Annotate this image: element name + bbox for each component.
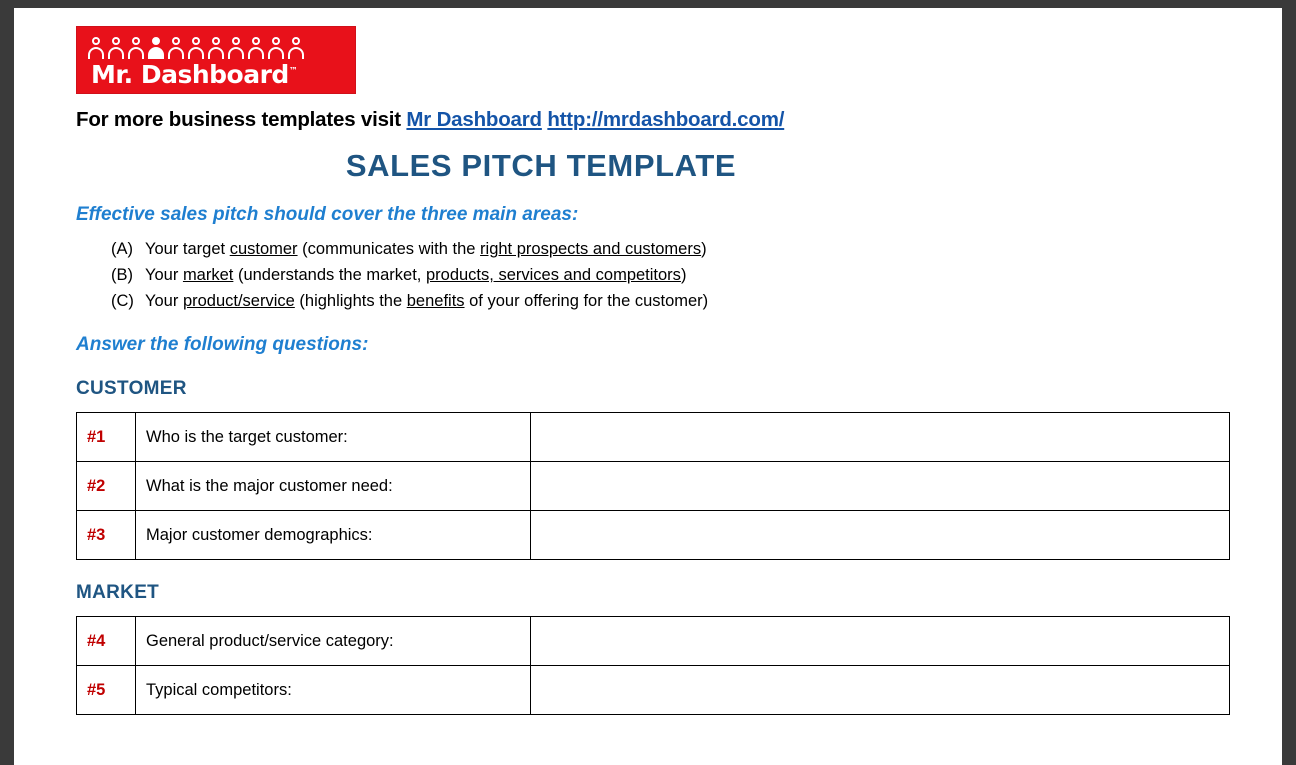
row-question: Typical competitors: xyxy=(136,666,531,715)
answer-questions-heading: Answer the following questions: xyxy=(76,334,369,355)
person-body-icon xyxy=(108,47,124,59)
person-body-icon xyxy=(228,47,244,59)
person-icon xyxy=(247,37,265,59)
logo-trademark: ™ xyxy=(288,66,298,77)
sections-container xyxy=(76,378,1226,715)
person-icon xyxy=(147,37,165,59)
plain-text: Your xyxy=(145,292,183,310)
emphasis-text: benefits xyxy=(406,292,465,310)
person-head-icon xyxy=(92,37,100,45)
section-heading-customer: CUSTOMER xyxy=(76,378,187,399)
person-body-icon xyxy=(248,47,264,59)
table-row xyxy=(77,413,1230,462)
logo-text xyxy=(91,60,297,89)
row-number: #4 xyxy=(77,617,136,666)
area-item xyxy=(111,236,1226,262)
table-row xyxy=(77,666,1230,715)
row-number: #3 xyxy=(77,511,136,560)
person-body-icon xyxy=(148,47,164,59)
mr-dashboard-url-link[interactable]: http://mrdashboard.com/ xyxy=(547,108,785,131)
area-text xyxy=(145,262,686,288)
person-icon xyxy=(207,37,225,59)
person-head-icon xyxy=(192,37,200,45)
mr-dashboard-logo xyxy=(76,26,356,94)
emphasis-text: market xyxy=(182,266,234,284)
person-icon xyxy=(87,37,105,59)
emphasis-text: products, services and competitors xyxy=(425,266,681,284)
plain-text: (communicates with the xyxy=(297,240,481,258)
row-number: #2 xyxy=(77,462,136,511)
row-question: Major customer demographics: xyxy=(136,511,531,560)
questions-table xyxy=(76,412,1230,560)
person-body-icon xyxy=(208,47,224,59)
area-item xyxy=(111,288,1226,314)
area-text xyxy=(145,288,708,314)
person-body-icon xyxy=(288,47,304,59)
plain-text: Your target xyxy=(145,240,230,258)
main-areas-list xyxy=(111,236,1226,314)
tagline xyxy=(76,108,1226,132)
logo-name: Mr. Dashboard xyxy=(91,60,289,89)
row-answer-field[interactable] xyxy=(531,462,1230,511)
table-row xyxy=(77,617,1230,666)
section-heading-market: MARKET xyxy=(76,582,160,603)
area-label: (A) xyxy=(111,240,133,258)
person-head-icon xyxy=(172,37,180,45)
plain-text: (understands the market, xyxy=(233,266,426,284)
row-answer-field[interactable] xyxy=(531,511,1230,560)
row-answer-field[interactable] xyxy=(531,666,1230,715)
person-head-icon xyxy=(272,37,280,45)
person-icon xyxy=(287,37,305,59)
plain-text: Your xyxy=(145,266,183,284)
person-body-icon xyxy=(268,47,284,59)
person-head-icon xyxy=(252,37,260,45)
person-icon xyxy=(267,37,285,59)
row-question: What is the major customer need: xyxy=(136,462,531,511)
person-head-icon xyxy=(152,37,160,45)
person-body-icon xyxy=(188,47,204,59)
plain-text: ) xyxy=(680,266,687,284)
page-title: SALES PITCH TEMPLATE xyxy=(345,148,737,183)
people-icons xyxy=(87,33,345,59)
row-number: #5 xyxy=(77,666,136,715)
emphasis-text: product/service xyxy=(182,292,295,310)
person-body-icon xyxy=(128,47,144,59)
person-icon xyxy=(227,37,245,59)
person-head-icon xyxy=(112,37,120,45)
area-label: (B) xyxy=(111,266,133,284)
table-row xyxy=(77,462,1230,511)
row-number: #1 xyxy=(77,413,136,462)
row-question: General product/service category: xyxy=(136,617,531,666)
person-body-icon xyxy=(88,47,104,59)
document-content xyxy=(76,26,1226,715)
person-icon xyxy=(107,37,125,59)
person-icon xyxy=(127,37,145,59)
plain-text: ) xyxy=(701,240,707,258)
area-label: (C) xyxy=(111,292,134,310)
table-row xyxy=(77,511,1230,560)
area-text xyxy=(145,236,707,262)
row-answer-field[interactable] xyxy=(531,617,1230,666)
emphasis-text: right prospects and customers xyxy=(480,240,702,258)
area-item xyxy=(111,262,1226,288)
document-page xyxy=(14,8,1282,765)
plain-text: of your offering for the customer) xyxy=(464,292,709,310)
lead-heading: Effective sales pitch should cover the three main areas: xyxy=(76,204,579,225)
person-icon xyxy=(167,37,185,59)
person-head-icon xyxy=(292,37,300,45)
person-head-icon xyxy=(232,37,240,45)
questions-table xyxy=(76,616,1230,715)
row-answer-field[interactable] xyxy=(531,413,1230,462)
person-icon xyxy=(187,37,205,59)
person-body-icon xyxy=(168,47,184,59)
row-question: Who is the target customer: xyxy=(136,413,531,462)
mr-dashboard-link[interactable]: Mr Dashboard xyxy=(406,108,542,131)
plain-text: (highlights the xyxy=(294,292,407,310)
emphasis-text: customer xyxy=(229,240,298,258)
tagline-prefix: For more business templates visit xyxy=(76,108,407,131)
person-head-icon xyxy=(132,37,140,45)
person-head-icon xyxy=(212,37,220,45)
